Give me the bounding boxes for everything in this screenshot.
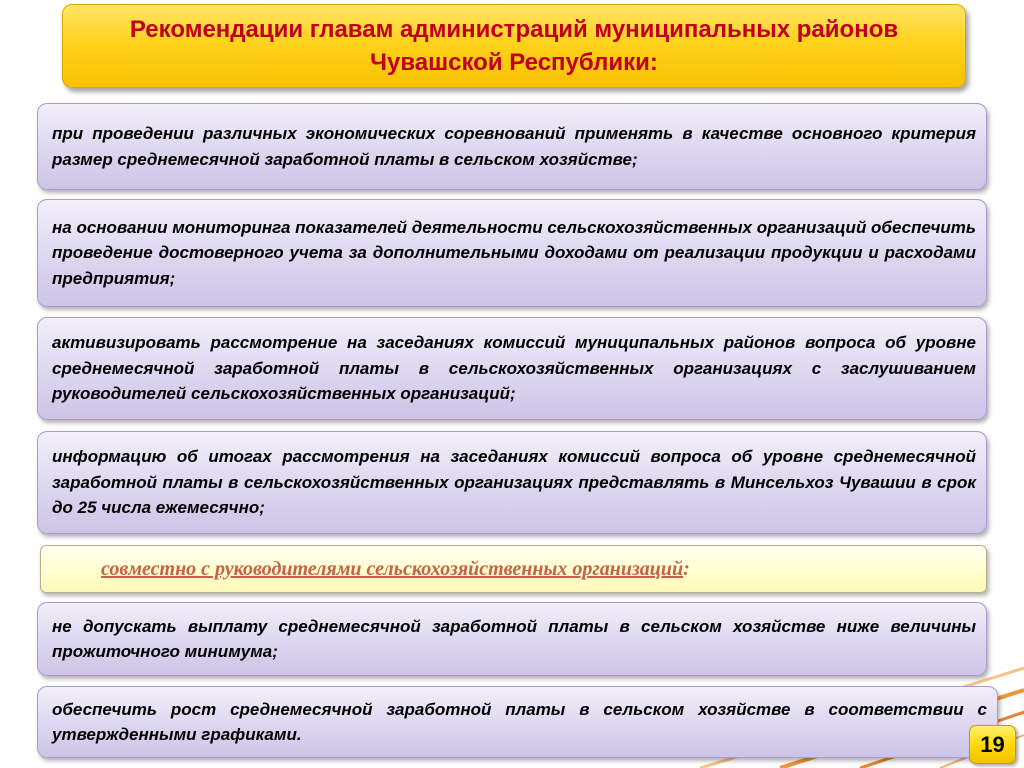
page-title xyxy=(130,13,898,79)
recommendation-text: информацию об итогах рассмотрения на заседаниях комиссий вопроса об уровне среднемесячной заработной платы в сельскохозяйственных организациях представлять в Минсельхоз Чувашии в срок до 25 числа ежемесячно; xyxy=(52,447,976,518)
title-line-1: Рекомендации главам администраций муниципальных районов xyxy=(129,16,899,43)
recommendation-text: обеспечить рост среднемесячной заработной платы в сельском хозяйстве в соответствии с утвержденными графиками. xyxy=(52,699,987,744)
page-number-badge xyxy=(969,725,1016,764)
recommendation-item-2 xyxy=(37,199,987,307)
subheading-colon: : xyxy=(683,557,690,580)
subheading-text: совместно с руководителями сельскохозяйственных организаций xyxy=(101,557,684,580)
recommendation-text: на основании мониторинга показателей деятельности сельскохозяйственных организаций обеспечить проведение достоверного учета за дополнительными доходами от реализации продукции и расходами предприятия; xyxy=(52,217,976,288)
recommendation-item-5 xyxy=(37,602,987,676)
recommendation-text: активизировать рассмотрение на заседаниях комиссий муниципальных районов вопроса об уровне среднемесячной заработной платы в сельскохозяйственных организациях с заслушиванием руководителей сельскохозяйственных организаций; xyxy=(52,333,976,404)
page-number: 19 xyxy=(980,731,1005,757)
recommendation-text: не допускать выплату среднемесячной заработной платы в сельском хозяйстве ниже величины прожиточного минимума; xyxy=(52,616,976,661)
recommendation-item-1 xyxy=(37,103,987,190)
section-subheading-box xyxy=(40,545,987,593)
recommendation-item-3 xyxy=(37,317,987,420)
recommendation-text: при проведении различных экономических соревнований применять в качестве основного критерия размер среднемесячной заработной платы в сельском хозяйстве; xyxy=(52,124,976,169)
section-subheading xyxy=(101,558,690,581)
recommendation-item-6 xyxy=(37,686,998,758)
recommendation-item-4 xyxy=(37,431,987,534)
title-line-2: Чувашской Республики: xyxy=(370,49,658,76)
title-banner xyxy=(62,4,966,88)
